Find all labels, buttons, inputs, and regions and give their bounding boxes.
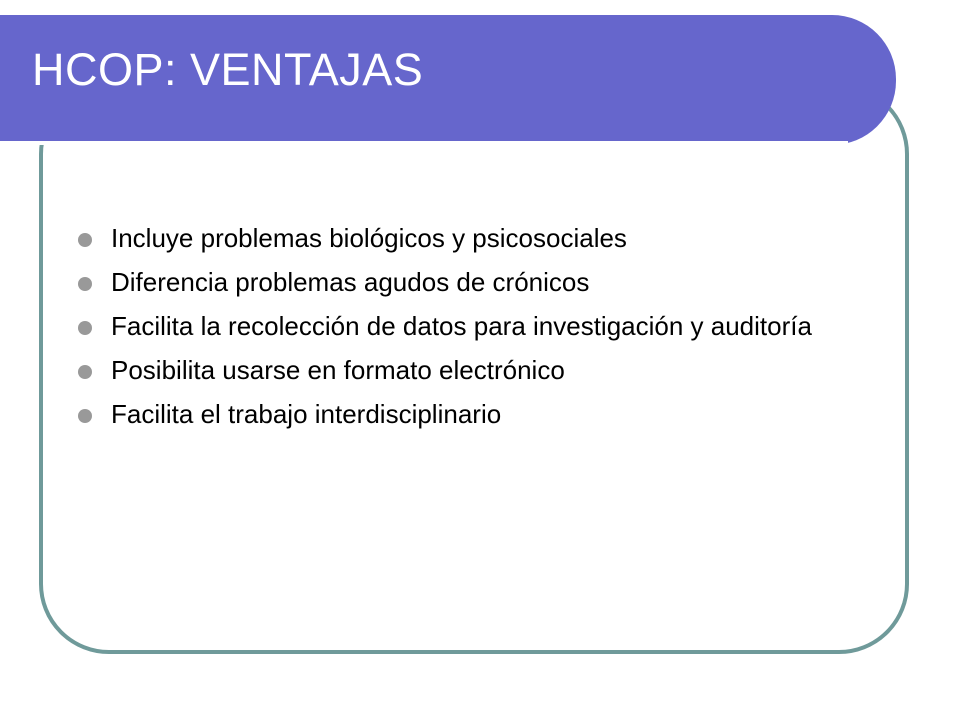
bullet-item xyxy=(78,310,858,343)
bullet-icon xyxy=(78,321,92,335)
bullet-list xyxy=(78,222,858,442)
bullet-item xyxy=(78,398,858,431)
bullet-text: Facilita la recolección de datos para investigación y auditoría xyxy=(111,311,812,341)
bullet-item xyxy=(78,222,858,255)
bullet-icon xyxy=(78,409,92,423)
slide-title: HCOP: VENTAJAS xyxy=(32,44,424,95)
bullet-icon xyxy=(78,277,92,291)
bullet-item xyxy=(78,266,858,299)
bullet-text: Facilita el trabajo interdisciplinario xyxy=(111,399,502,429)
bullet-icon xyxy=(78,365,92,379)
bullet-text: Incluye problemas biológicos y psicosociales xyxy=(111,223,627,253)
bullet-text: Posibilita usarse en formato electrónico xyxy=(111,355,565,385)
bullet-item xyxy=(78,354,858,387)
bullet-icon xyxy=(78,233,92,247)
title-underline xyxy=(0,141,848,145)
bullet-text: Diferencia problemas agudos de crónicos xyxy=(111,267,590,297)
